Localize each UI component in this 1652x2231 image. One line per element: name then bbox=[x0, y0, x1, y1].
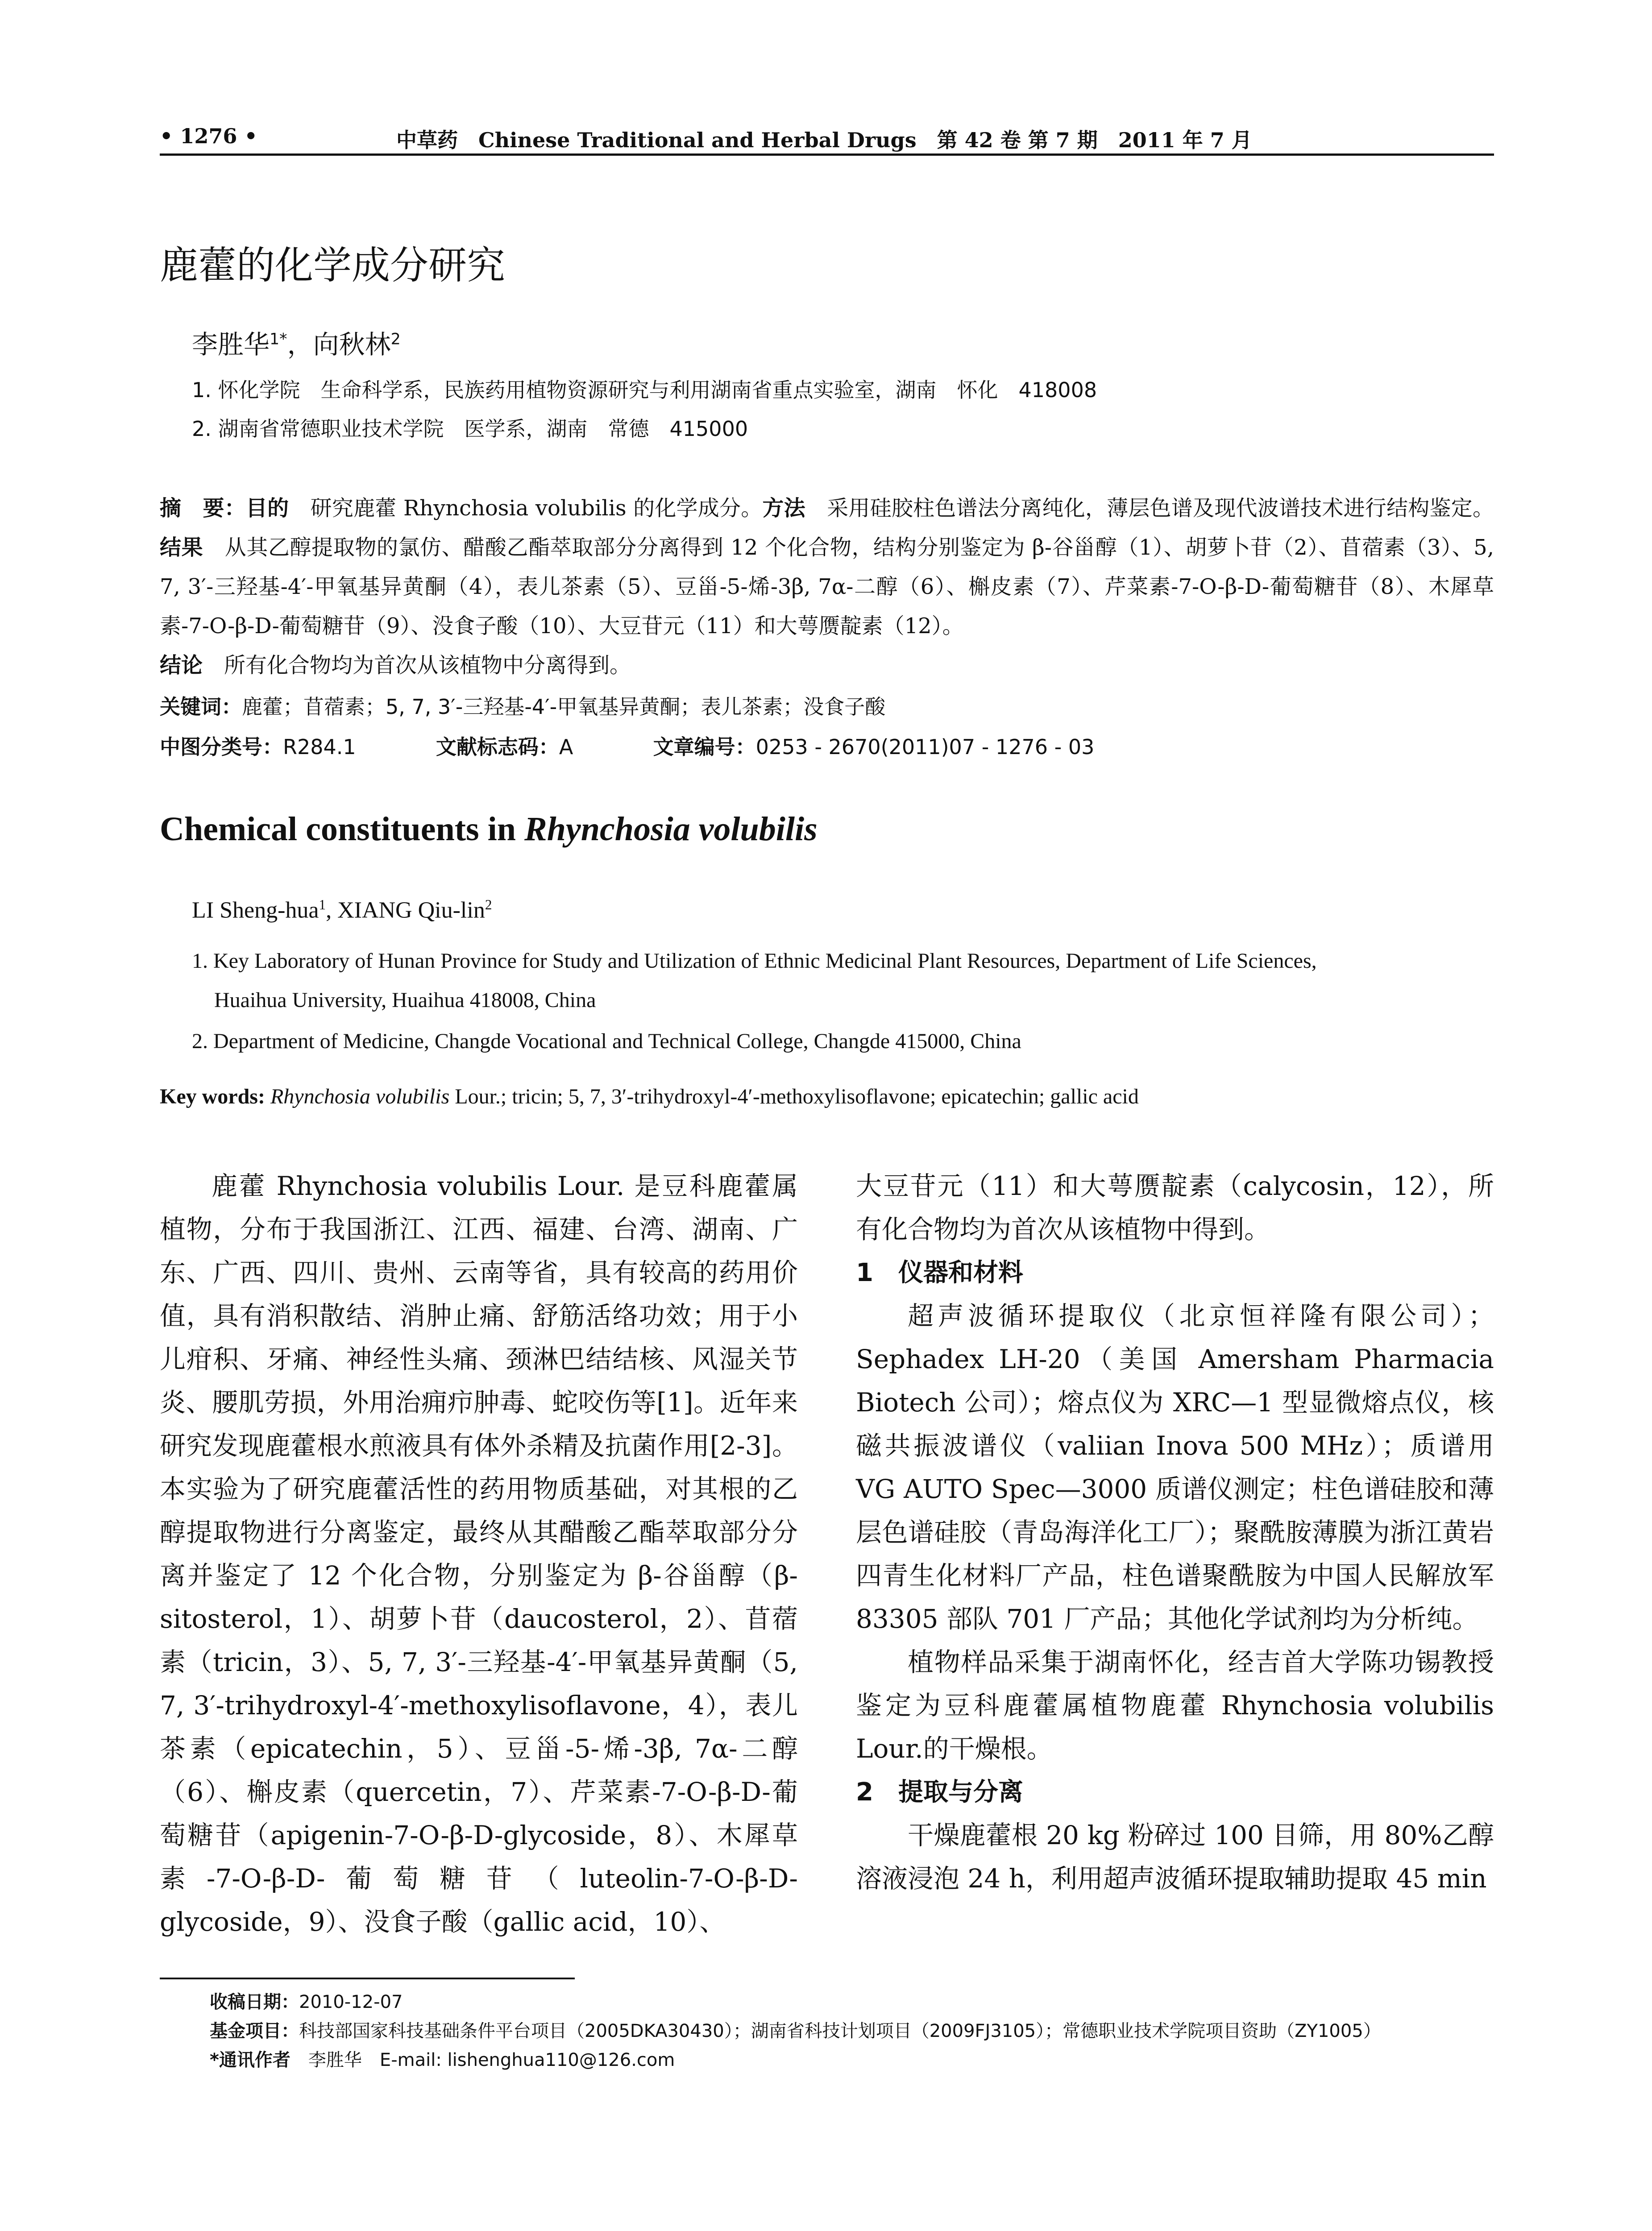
author-en-2-sup: 2 bbox=[485, 897, 492, 912]
article-label: 文章编号： bbox=[653, 735, 756, 759]
affiliation-en-2: 2. Department of Medicine, Changde Vocational and Technical College, Changde 415000, China bbox=[192, 1029, 1021, 1053]
journal-info: 中草药 Chinese Traditional and Herbal Drugs 第 42 卷 第 7 期 2011 年 7 月 bbox=[396, 128, 1252, 152]
author-1: 李胜华 bbox=[192, 329, 270, 360]
keywords-en bbox=[160, 1084, 1494, 1109]
article-value: 0253 - 2670(2011)07 - 1276 - 03 bbox=[755, 735, 1095, 759]
keywords-en-species: Rhynchosia volubilis bbox=[265, 1085, 450, 1108]
article-title-en bbox=[160, 810, 818, 849]
keywords-cn-label: 关键词： bbox=[160, 695, 242, 719]
title-en-species: Rhynchosia volubilis bbox=[524, 810, 818, 848]
keywords-cn bbox=[160, 691, 885, 720]
footnote-corresponding bbox=[210, 2046, 675, 2071]
author-en-1-sup: 1 bbox=[319, 897, 326, 912]
affiliation-cn-1: 1. 怀化学院 生命科学系，民族药用植物资源研究与利用湖南省重点实验室，湖南 怀化 418008 bbox=[192, 378, 1097, 402]
author-2: 向秋林 bbox=[313, 329, 391, 360]
fund-label: 基金项目： bbox=[210, 2021, 299, 2041]
authors-cn bbox=[192, 323, 401, 361]
footnote-received bbox=[210, 1988, 403, 2013]
running-header bbox=[160, 120, 1494, 155]
corr-label: *通讯作者 bbox=[210, 2050, 291, 2070]
doc-label: 文献标志码： bbox=[436, 735, 559, 759]
keywords-en-label: Key words: bbox=[160, 1085, 265, 1108]
header-rule bbox=[160, 153, 1494, 156]
clc-value: R284.1 bbox=[283, 735, 356, 759]
classification-line bbox=[160, 731, 1094, 760]
author-sep: ， bbox=[287, 329, 313, 360]
affiliation-cn-2: 2. 湖南省常德职业技术学院 医学系，湖南 常德 415000 bbox=[192, 417, 748, 441]
affiliation-en-1: 1. Key Laboratory of Hunan Province for Study and Utilization of Ethnic Medicinal Plant Resources, Department of Life Sciences, bbox=[192, 949, 1317, 973]
affiliation-en-1-cont: Huaihua University, Huaihua 418008, China bbox=[214, 988, 596, 1012]
section-heading-1: 1 仪器和材料 bbox=[856, 1258, 1023, 1287]
author-en-2: XIANG Qiu-lin bbox=[337, 897, 485, 923]
abstract-cn bbox=[160, 489, 1494, 685]
conclusion-label: 结论 bbox=[160, 653, 203, 678]
page-number: • 1276 • bbox=[160, 124, 257, 148]
footnote-fund bbox=[210, 2017, 1381, 2042]
body-column-right bbox=[856, 1165, 1494, 1900]
plant-material-paragraph: 植物样品采集于湖南怀化，经吉首大学陈功锡教授鉴定为豆科鹿藿属植物鹿藿 Rhynchosia volubilis Lour.的干燥根。 bbox=[856, 1647, 1494, 1764]
fund-text: 科技部国家科技基础条件平台项目（2005DKA30430）；湖南省科技计划项目（2009FJ3105）；常德职业技术学院项目资助（ZY1005） bbox=[299, 2021, 1381, 2041]
method-text: 采用硅胶柱色谱法分离纯化，薄层色谱及现代波谱技术进行结构鉴定。 bbox=[805, 496, 1494, 521]
intro-continued: 大豆苷元（11）和大萼赝靛素（calycosin，12），所有化合物均为首次从该植物中得到。 bbox=[856, 1171, 1494, 1244]
result-text: 从其乙醇提取物的氯仿、醋酸乙酯萃取部分分离得到 12 个化合物，结构分别鉴定为 β-谷甾醇（1）、胡萝卜苷（2）、苜蓿素（3）、5, 7, 3′-三羟基-4′-甲氧基异黄酮（4），表儿茶素（5）、豆甾-5-烯-3β, 7α-二醇（6）、槲皮素（7）、芹菜素-7-O-β-D-葡萄糖苷（8）、木犀草素-7-O-β-D-葡萄糖苷（9）、没食子酸（10）、大豆苷元（11）和大萼赝靛素（12）。 bbox=[160, 535, 1494, 639]
author-en-sep: , bbox=[326, 897, 338, 923]
authors-en bbox=[192, 897, 492, 923]
clc-label: 中图分类号： bbox=[160, 735, 283, 759]
received-label: 收稿日期： bbox=[210, 1992, 299, 2012]
conclusion-text: 所有化合物均为首次从该植物中分离得到。 bbox=[203, 653, 631, 678]
section-heading-2: 2 提取与分离 bbox=[856, 1778, 1023, 1807]
keywords-en-text: Lour.; tricin; 5, 7, 3′-trihydroxyl-4′-methoxylisoflavone; epicatechin; gallic acid bbox=[449, 1085, 1139, 1108]
instruments-paragraph: 超声波循环提取仪（北京恒祥隆有限公司）；Sephadex LH-20（美国 Amersham Pharmacia Biotech 公司）；熔点仪为 XRC—1 型显微熔点仪，核磁共振波谱仪（valiian Inova 500 MHz）；质谱用 VG AUTO Spec—3000 质谱仪测定；柱色谱硅胶和薄层色谱硅胶（青岛海洋化工厂）；聚酰胺薄膜为浙江黄岩四青生化材料厂产品，柱色谱聚酰胺为中国人民解放军 83305 部队 701 厂产品；其他化学试剂均为分析纯。 bbox=[856, 1301, 1494, 1634]
intro-paragraph: 鹿藿 Rhynchosia volubilis Lour. 是豆科鹿藿属植物，分布于我国浙江、江西、福建、台湾、湖南、广东、广西、四川、贵州、云南等省，具有较高的药用价值，具有消积散结、消肿止痛、舒筋活络功效；用于小儿疳积、牙痛、神经性头痛、颈淋巴结结核、风湿关节炎、腰肌劳损，外用治痈疖肿毒、蛇咬伤等[1]。近年来研究发现鹿藿根水煎液具有体外杀精及抗菌作用[2-3]。本实验为了研究鹿藿活性的药用物质基础，对其根的乙醇提取物进行分离鉴定，最终从其醋酸乙酯萃取部分分离并鉴定了 12 个化合物，分别鉴定为 β-谷甾醇（β-sitosterol，1）、胡萝卜苷（daucosterol，2）、苜蓿素（tricin，3）、5, 7, 3′-三羟基-4′-甲氧基异黄酮（5, 7, 3′-trihydroxyl-4′-methoxylisoflavone，4），表儿茶素（epicatechin，5）、豆甾-5-烯-3β, 7α-二醇（6）、槲皮素（quercetin，7）、芹菜素-7-O-β-D-葡萄糖苷（apigenin-7-O-β-D-glycoside，8）、木犀草素-7-O-β-D-葡萄糖苷（luteolin-7-O-β-D-glycoside，9）、没食子酸（gallic acid，10）、 bbox=[160, 1171, 798, 1937]
corr-text: 李胜华 E-mail: lishenghua110@126.com bbox=[290, 2050, 675, 2070]
abstract-label: 摘 要： bbox=[160, 496, 246, 521]
method-label: 方法 bbox=[762, 496, 805, 521]
doc-value: A bbox=[559, 735, 573, 759]
title-en-prefix: Chemical constituents in bbox=[160, 810, 524, 848]
received-date: 2010-12-07 bbox=[299, 1992, 403, 2012]
objective-label: 目的 bbox=[245, 496, 289, 521]
footnote-rule bbox=[160, 1978, 575, 1979]
author-2-sup: 2 bbox=[390, 330, 401, 348]
author-en-1: LI Sheng-hua bbox=[192, 897, 319, 923]
extraction-paragraph: 干燥鹿藿根 20 kg 粉碎过 100 目筛，用 80%乙醇溶液浸泡 24 h，利用超声波循环提取辅助提取 45 min bbox=[856, 1820, 1494, 1894]
objective-text: 研究鹿藿 Rhynchosia volubilis 的化学成分。 bbox=[289, 496, 763, 521]
keywords-cn-text: 鹿藿；苜蓿素；5, 7, 3′-三羟基-4′-甲氧基异黄酮；表儿茶素；没食子酸 bbox=[242, 695, 886, 719]
author-1-sup: 1* bbox=[270, 330, 287, 348]
result-label: 结果 bbox=[160, 535, 203, 560]
article-title-cn: 鹿藿的化学成分研究 bbox=[160, 243, 505, 288]
body-column-left bbox=[160, 1165, 798, 1944]
